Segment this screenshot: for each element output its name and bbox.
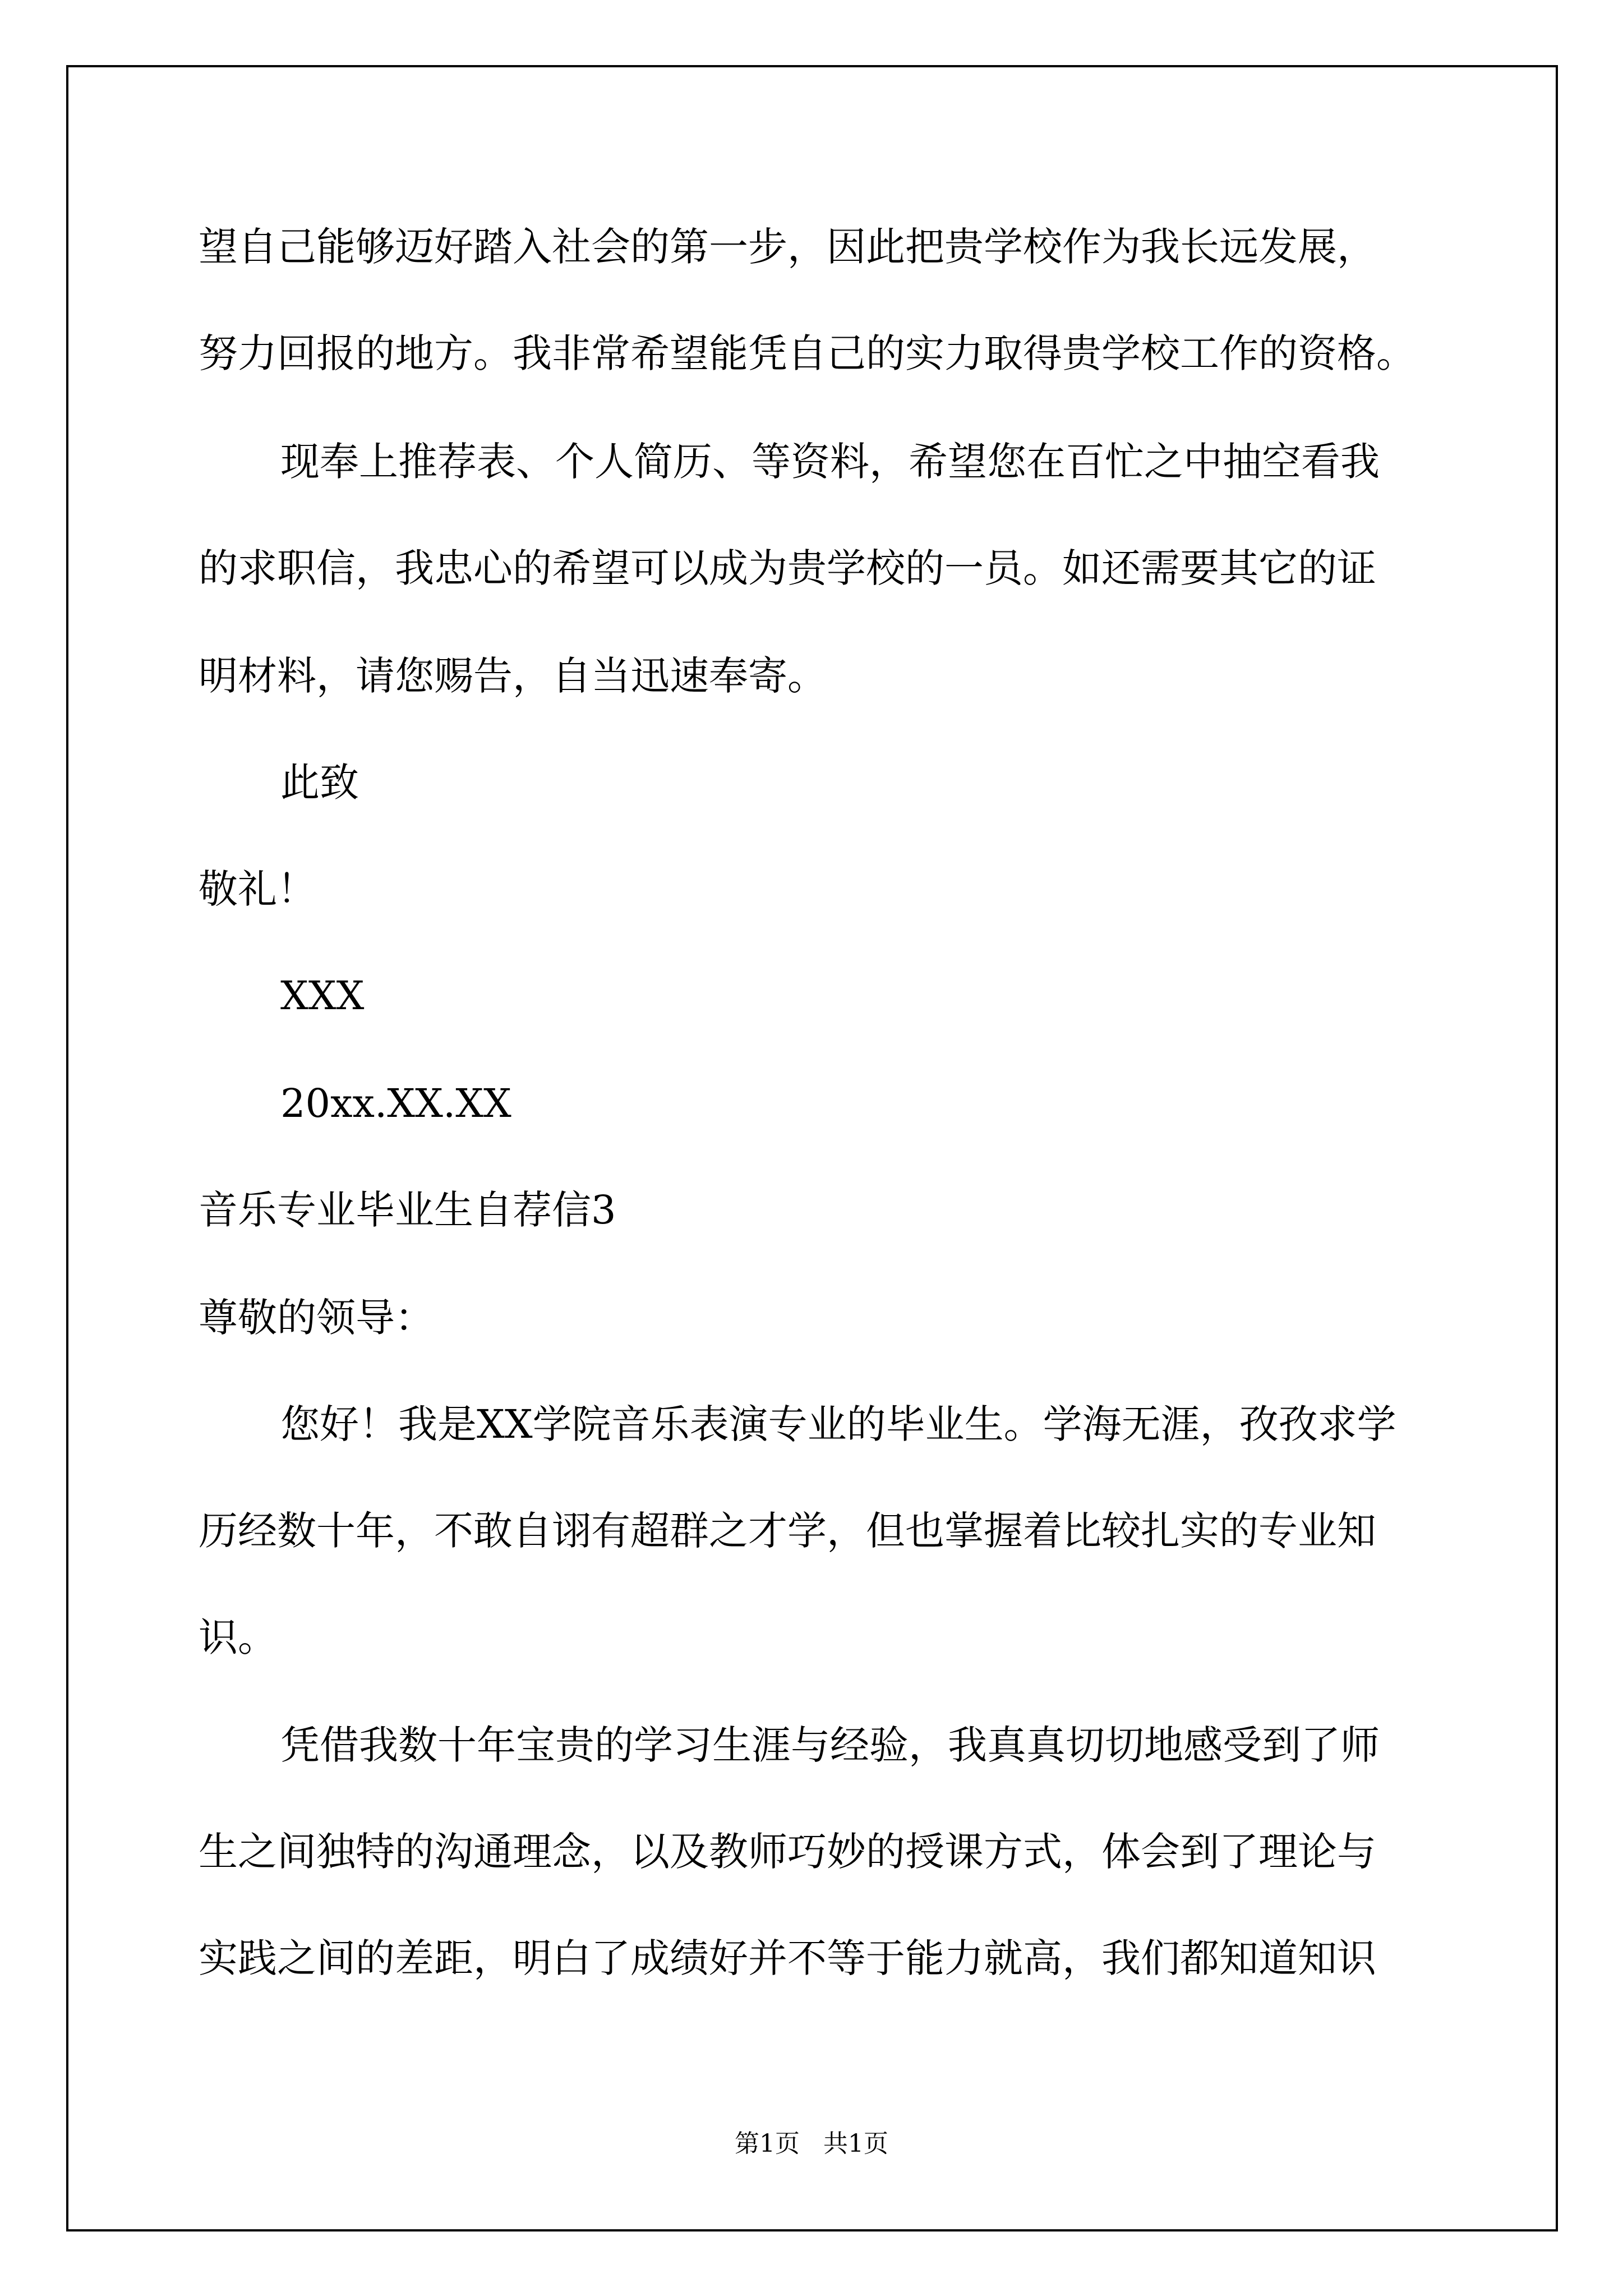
- signature-date: 20xx.XX.XX: [280, 1080, 511, 1126]
- text-line: 生之间独特的沟通理念，以及教师巧妙的授课方式，体会到了理论与: [199, 1829, 1376, 1875]
- text-line: 明材料，请您赐告，自当迅速奉寄。: [199, 653, 827, 699]
- text-line: 凭借我数十年宝贵的学习生涯与经验，我真真切切地感受到了师: [280, 1722, 1380, 1768]
- text-line: 实践之间的差距，明白了成绩好并不等于能力就高，我们都知道知识: [199, 1935, 1376, 1981]
- signature-name: XXX: [280, 973, 365, 1019]
- text-line: 现奉上推荐表、个人简历、等资料，希望您在百忙之中抽空看我: [280, 439, 1380, 485]
- greeting: 尊敬的领导：: [199, 1295, 434, 1341]
- salutation-regards: 敬礼！: [199, 866, 316, 912]
- page-border: [66, 65, 1558, 2231]
- page-number: 第1页 共1页: [735, 2129, 888, 2158]
- text-line: 识。: [199, 1614, 277, 1660]
- text-line: 的求职信，我忠心的希望可以成为贵学校的一员。如还需要其它的证: [199, 545, 1376, 591]
- text-line: 您好！我是XX学院音乐表演专业的毕业生。学海无涯，孜孜求学: [280, 1401, 1396, 1447]
- text-line: 历经数十年，不敢自诩有超群之才学，但也掌握着比较扎实的专业知: [199, 1508, 1376, 1554]
- salutation-closing: 此致: [280, 760, 359, 806]
- text-line: 望自己能够迈好踏入社会的第一步，因此把贵学校作为我长远发展，: [199, 224, 1376, 270]
- section-heading: 音乐专业毕业生自荐信3: [199, 1187, 616, 1233]
- text-line: 努力回报的地方。我非常希望能凭自己的实力取得贵学校工作的资格。: [199, 330, 1415, 376]
